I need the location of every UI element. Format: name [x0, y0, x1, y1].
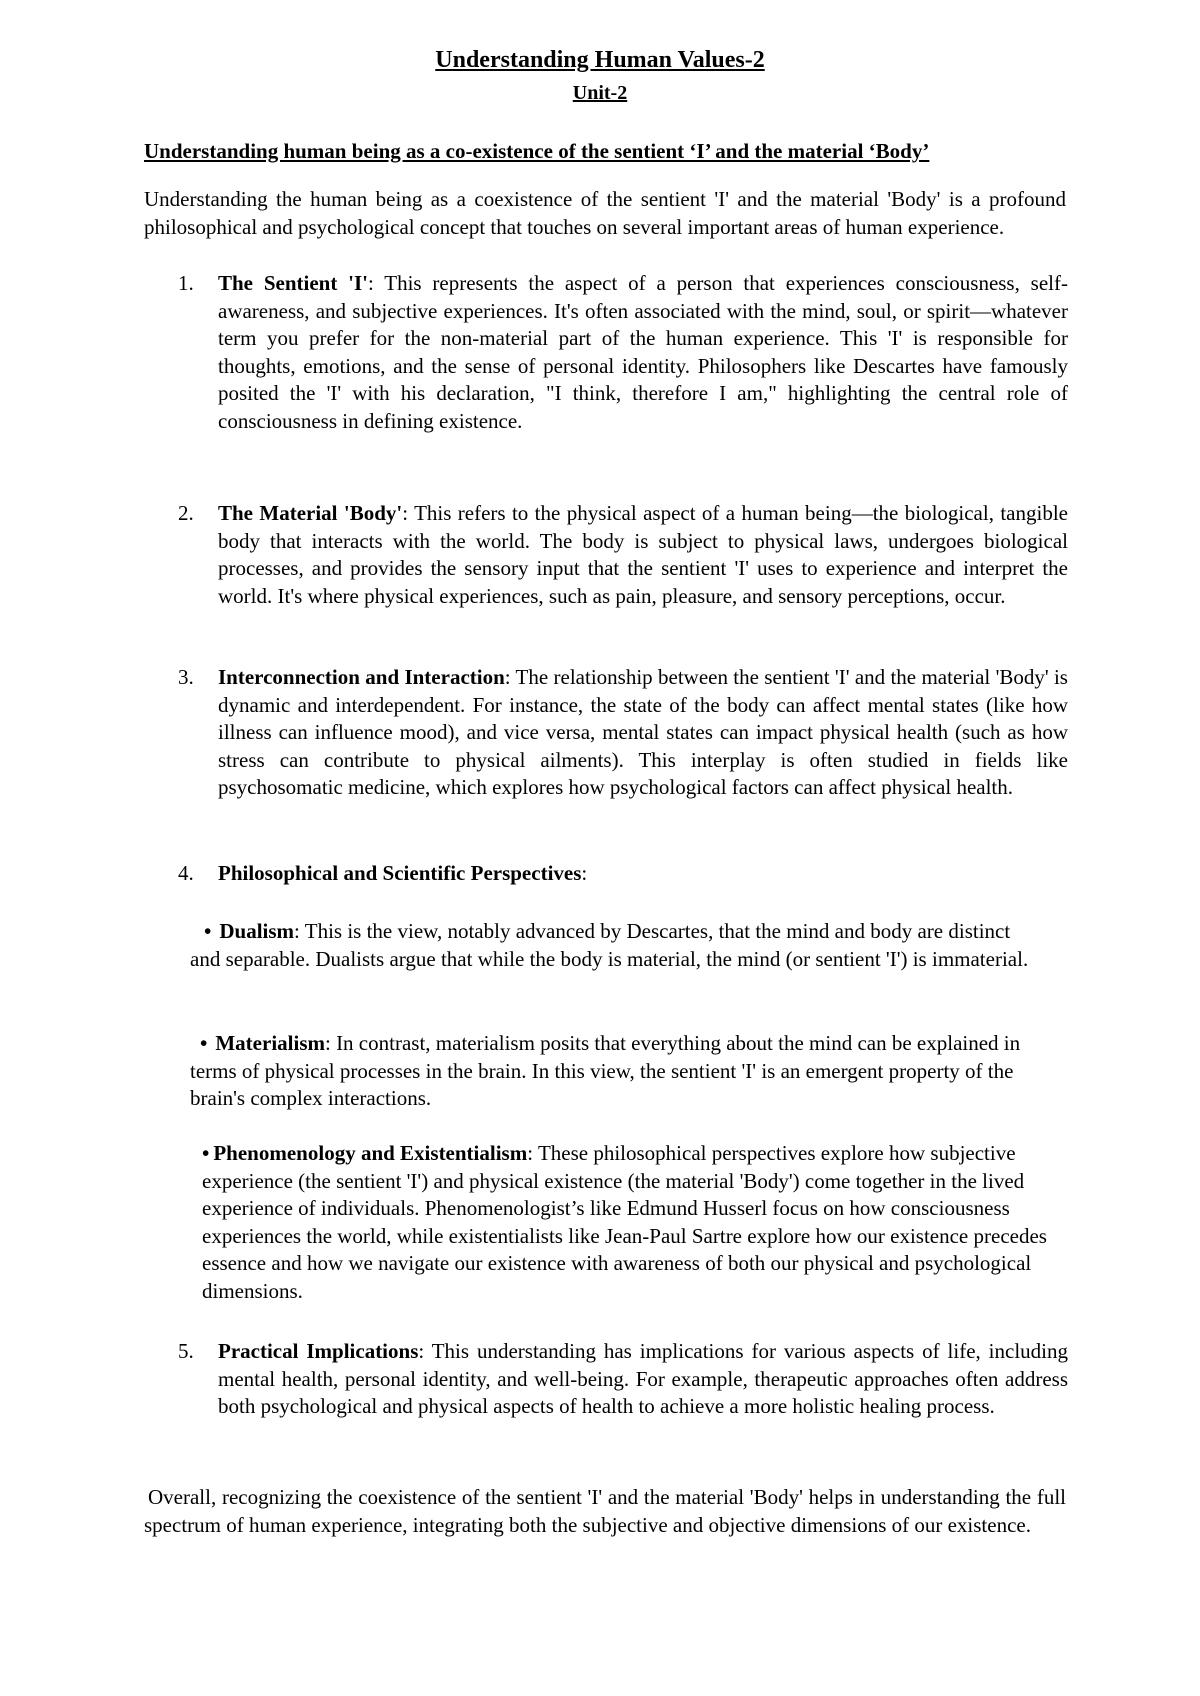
bullet-heading: Materialism	[215, 1031, 325, 1055]
bullet-icon: •	[202, 1141, 210, 1165]
intro-paragraph: Understanding the human being as a coexistence of the sentient 'I' and the material 'Body' is a profound philosophical and psychological concept that touches on several important areas of human experience.	[144, 187, 1066, 239]
bullet-icon: •	[200, 1031, 208, 1055]
item-text: : This represents the aspect of a person that experiences consciousness, self-awareness, and subjective experiences. It's often associated with the mind, soul, or spirit—whatever term you prefer for the non-material part of the human experience. This 'I' is responsible for thoughts, emotions, and the sense of personal identity. Philosophers like Descartes have famously posited the 'I' with his declaration, "I think, therefore I am," highlighting the central role of consciousness in defining existence.	[218, 271, 1068, 433]
item-text: : This refers to the physical aspect of a human being—the biological, tangible body that interacts with the world. The body is subject to physical laws, undergoes biological processes, and provides the sensory input that the sentient 'I' uses to experience and interpret the world. It's where physical experiences, such as pain, pleasure, and sensory perceptions, occur.	[218, 501, 1068, 608]
list-number: 4.	[178, 861, 194, 885]
list-item-perspectives	[178, 860, 1068, 888]
list-item-sentient-i	[178, 270, 1068, 435]
item-text: : This understanding has implications for various aspects of life, including mental health, personal identity, and well-being. For example, therapeutic approaches often address both psychological and physical aspects of health to achieve a more holistic healing process.	[218, 1339, 1068, 1418]
list-item-material-body	[178, 500, 1068, 610]
document-title: Understanding Human Values-2	[435, 47, 765, 73]
conclusion-paragraph: Overall, recognizing the coexistence of the sentient 'I' and the material 'Body' helps in understanding the full spectrum of human experience, integrating both the subjective and objective dimensions of our existence.	[144, 1485, 1066, 1537]
bullet-text: : This is the view, notably advanced by Descartes, that the mind and body are distinct and separable. Dualists argue that while the body is material, the mind (or sentient 'I') is immaterial.	[190, 919, 1029, 971]
item-heading: Philosophical and Scientific Perspectives	[218, 861, 582, 885]
item-heading: Practical Implications	[218, 1339, 419, 1363]
bullet-phenomenology	[202, 1140, 1068, 1305]
bullet-materialism	[190, 1030, 1065, 1113]
list-item-interconnection	[178, 664, 1068, 802]
item-heading: The Sentient 'I'	[218, 271, 368, 295]
list-number: 2.	[178, 501, 194, 525]
bullet-text: : In contrast, materialism posits that everything about the mind can be explained in terms of physical processes in the brain. In this view, the sentient 'I' is an emergent property of the brain's complex interactions.	[190, 1031, 1021, 1110]
bullet-heading: Phenomenology and Existentialism	[213, 1141, 528, 1165]
list-number: 1.	[178, 271, 194, 295]
bullet-icon: •	[204, 919, 212, 943]
bullet-heading: Dualism	[219, 919, 295, 943]
item-text: : The relationship between the sentient 'I' and the material 'Body' is dynamic and interdependent. For instance, the state of the body can affect mental states (like how illness can influence mood), and vice versa, mental states can impact physical health (such as how stress can contribute to physical ailments). This interplay is often studied in fields like psychosomatic medicine, which explores how psychological factors can affect physical health.	[218, 665, 1068, 799]
item-heading: Interconnection and Interaction	[218, 665, 505, 689]
section-heading: Understanding human being as a co-existence of the sentient ‘I’ and the material ‘Body’	[144, 139, 930, 163]
item-text: :	[581, 861, 588, 885]
bullet-dualism	[190, 918, 1040, 973]
list-number: 5.	[178, 1339, 194, 1363]
list-item-practical	[178, 1338, 1068, 1421]
bullet-text: : These philosophical perspectives explore how subjective experience (the sentient 'I') and physical existence (the material 'Body') come together in the lived experience of individuals. Phenomenologist’s like Edmund Husserl focus on how consciousness experiences the world, while existentialists like Jean-Paul Sartre explore how our existence precedes essence and how we navigate our existence with awareness of both our physical and psychological dimensions.	[202, 1141, 1047, 1303]
list-number: 3.	[178, 665, 194, 689]
unit-label: Unit-2	[572, 82, 628, 104]
item-heading: The Material 'Body'	[218, 501, 403, 525]
